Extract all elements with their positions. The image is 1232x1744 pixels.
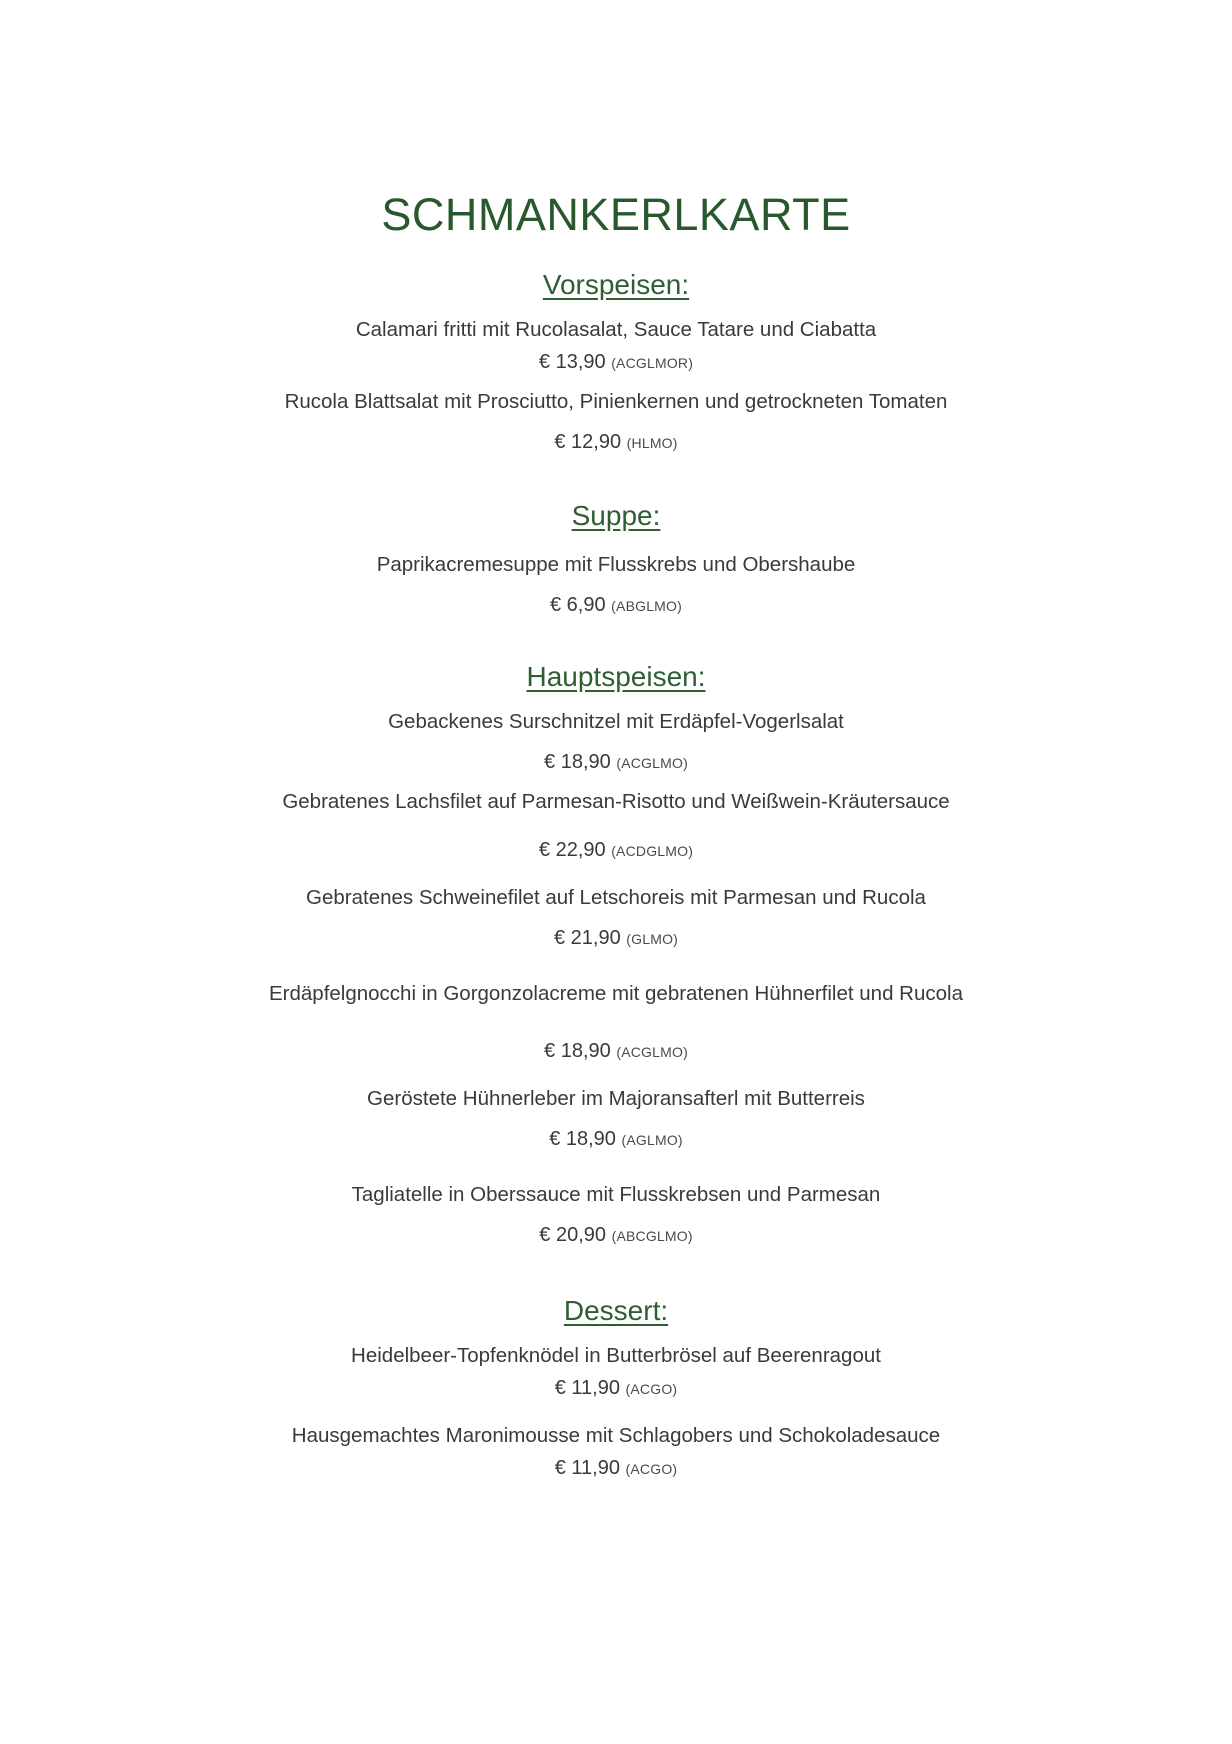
menu-item (120, 387, 1112, 457)
menu-item (120, 787, 1112, 865)
dish-name: Hausgemachtes Maronimousse mit Schlagobers und Schokoladesauce (291, 1424, 941, 1448)
dish-price-line (120, 1373, 1112, 1403)
dish-price: € 11,90 (554, 1456, 620, 1479)
dish-price-line (120, 747, 1112, 777)
dish-allergens: (ACGLMO) (616, 1044, 688, 1061)
section-heading-hauptspeisen: Hauptspeisen: (526, 660, 706, 692)
dish-price-line (120, 835, 1112, 865)
dish-price-line (120, 427, 1112, 457)
spacer (120, 419, 1112, 427)
dish-name: Erdäpfelgnocchi in Gorgonzolacreme mit gebratenen Hühnerfilet und Rucola (269, 981, 963, 1005)
dish-name: Calamari fritti mit Rucolasalat, Sauce Tatare und Ciabatta (355, 318, 877, 342)
menu-item (120, 1421, 1112, 1483)
dish-allergens: (ACDGLMO) (611, 842, 694, 859)
menu-item (120, 707, 1112, 777)
dish-name: Geröstete Hühnerleber im Majoransafterl mit Butterreis (367, 1087, 865, 1111)
spacer (120, 739, 1112, 747)
section-heading-suppe: Suppe: (571, 499, 661, 531)
section-heading-vorspeisen: Vorspeisen: (542, 268, 690, 300)
section-heading-dessert: Dessert: (563, 1294, 669, 1326)
dish-price-line (120, 590, 1112, 620)
section-hauptspeisen (120, 660, 1112, 1250)
dish-price: € 18,90 (549, 1128, 616, 1151)
menu-item (120, 883, 1112, 953)
dish-price: € 18,90 (544, 751, 611, 774)
dish-name: Gebratenes Schweinefilet auf Letschoreis mit Parmesan und Rucola (306, 885, 926, 909)
dish-name: Gebratenes Lachsfilet auf Parmesan-Risotto und Weißwein-Kräutersauce (282, 790, 950, 814)
spacer (120, 1212, 1112, 1220)
dish-price: € 18,90 (544, 1040, 611, 1063)
spacer (120, 915, 1112, 923)
dish-allergens: (ABCGLMO) (611, 1227, 693, 1244)
dish-price: € 6,90 (550, 593, 606, 616)
dish-allergens: (ACGLMOR) (611, 354, 694, 371)
dish-price-line (120, 1124, 1112, 1154)
dish-price: € 11,90 (554, 1377, 620, 1400)
dish-name: Tagliatelle in Oberssauce mit Flusskrebsen und Parmesan (351, 1183, 881, 1207)
dish-price-line (120, 923, 1112, 953)
spacer (120, 819, 1112, 835)
dish-price-line (120, 1453, 1112, 1483)
menu-item (120, 1341, 1112, 1403)
dish-price: € 20,90 (539, 1223, 607, 1246)
dish-allergens: (ACGO) (625, 1381, 678, 1398)
dish-name: Paprikacremesuppe mit Flusskrebs und Obershaube (376, 553, 856, 577)
dish-allergens: (ABGLMO) (611, 597, 682, 614)
section-vorspeisen (120, 268, 1112, 457)
spacer (120, 1116, 1112, 1124)
dish-price-line (120, 347, 1112, 377)
section-suppe (120, 499, 1112, 620)
dish-allergens: (HLMO) (626, 434, 678, 451)
dish-price: € 22,90 (538, 838, 606, 861)
menu-item (120, 550, 1112, 620)
dish-price: € 21,90 (553, 926, 621, 949)
dish-name: Rucola Blattsalat mit Prosciutto, Pinienkernen und getrockneten Tomaten (284, 389, 948, 413)
dish-price-line (120, 1036, 1112, 1066)
dish-allergens: (ACGO) (625, 1460, 678, 1477)
dish-allergens: (GLMO) (626, 930, 679, 947)
menu-item (120, 979, 1112, 1067)
menu-item (120, 1084, 1112, 1154)
spacer (120, 582, 1112, 590)
section-dessert (120, 1294, 1112, 1483)
menu-item (120, 1180, 1112, 1250)
dish-allergens: (ACGLMO) (616, 755, 688, 772)
dish-price: € 13,90 (538, 350, 606, 373)
dish-allergens: (AGLMO) (621, 1132, 683, 1149)
dish-name: Gebackenes Surschnitzel mit Erdäpfel-Vogerlsalat (388, 710, 844, 734)
dish-price-line (120, 1220, 1112, 1250)
dish-name: Heidelbeer-Topfenknödel in Butterbrösel auf Beerenragout (351, 1344, 881, 1368)
dish-price: € 12,90 (554, 430, 622, 453)
menu-item (120, 315, 1112, 377)
spacer (120, 1010, 1112, 1036)
page-title: SCHMANKERLKARTE (381, 189, 851, 240)
